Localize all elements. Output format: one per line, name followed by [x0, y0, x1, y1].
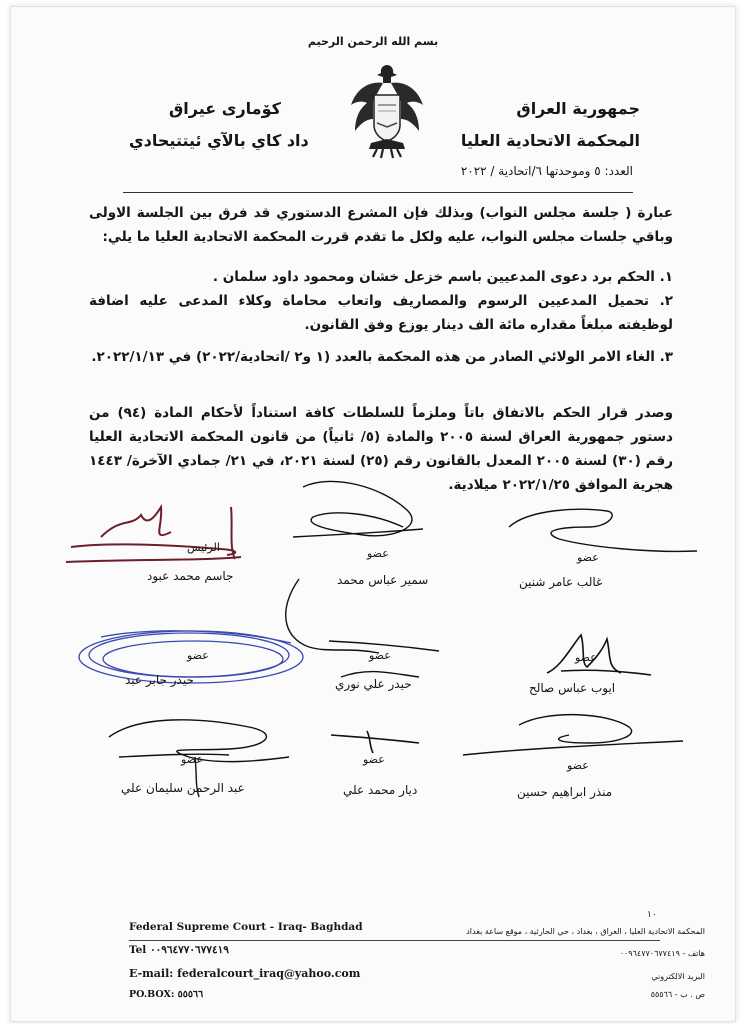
header-republic: جمهورية العراق — [516, 99, 640, 118]
footer-po-box: PO.BOX: ٥٥٥٦٦ — [129, 989, 204, 1000]
basmala: بسم الله الرحمن الرحيم — [307, 35, 439, 48]
header-divider — [123, 192, 633, 193]
member-7-name: عبد الرحمن سليمان علي — [121, 781, 245, 795]
member-7-role: عضو — [181, 753, 203, 766]
signature-member-6 — [541, 627, 661, 687]
member-8-role: عضو — [363, 753, 385, 766]
header-court-name: المحكمة الاتحادية العليا — [460, 131, 640, 150]
ruling-item-2: ٢. تحميل المدعيين الرسوم والمصاريف واتعاب محاماة وكلاء المدعى عليه اضافة لوظيفته مبلغاً مقداره مائة الف دينار يوزع وفق القانون. — [89, 293, 673, 333]
member-5-role: عضو — [369, 649, 391, 662]
page-number: ١٠ — [647, 910, 657, 920]
document-page — [10, 6, 736, 1022]
member-9-name: منذر ابراهيم حسين — [517, 785, 613, 799]
member-6-name: ايوب عباس صالح — [529, 681, 616, 695]
member-3-role: عضو — [577, 551, 599, 564]
document-reference-number: العدد: ٥ وموحدتها ٦/اتحادية / ٢٠٢٢ — [460, 164, 633, 178]
footer-court-name-en: Federal Supreme Court - Iraq- Baghdad — [129, 921, 363, 933]
member-6-role: عضو — [575, 651, 597, 664]
president-role: الرئيس — [187, 541, 220, 554]
decision-paragraph: وصدر قرار الحكم بالاتفاق باتاً وملزماً للسلطات كافة استناداً لأحكام المادة (٩٤) من دستور جمهورية العراق لسنة ٢٠٠٥ والمادة (٥/ ثانياً) من قانون المحكمة الاتحادية العليا رقم (٣٠) لسنة ٢٠٠٥ المعدل بالقانون رقم (٢٥) لسنة ٢٠٢١، في ٢١/ جمادي الآخرة/ ١٤٤٣ هجرية الموافق ٢٠٢٢/١/٢٥ ميلادية. — [89, 405, 673, 493]
eagle-emblem-icon — [347, 61, 427, 161]
header-kurdish-republic: كوٚماری عیراق — [169, 99, 281, 118]
signature-president — [51, 487, 251, 577]
signature-member-5 — [269, 577, 449, 687]
member-4-name: حيدر جابر عبد — [125, 673, 194, 687]
ruling-paragraph: عبارة ( جلسة مجلس النواب) وبذلك فإن المشرع الدستوري قد فرق بين الجلسة الاولى وباقي جلسات مجلس النواب، عليه ولكل ما تقدم قررت المحكمة الاتحادية العليا ما يلي: — [89, 205, 673, 245]
footer-divider — [129, 940, 660, 941]
member-9-role: عضو — [567, 759, 589, 772]
footer-phone-ar: هاتف - ٠٠٩٦٤٧٧٠٦٧٧٤١٩ — [619, 949, 705, 958]
member-2-role: عضو — [367, 547, 389, 560]
signature-member-3 — [499, 497, 709, 567]
member-3-name: غالب عامر شنين — [519, 575, 603, 589]
member-2-name: سمير عباس محمد — [337, 573, 429, 587]
member-5-name: حيدر علي نوري — [335, 677, 412, 691]
member-4-role: عضو — [187, 649, 209, 662]
ruling-item-3: ٣. الغاء الامر الولائي الصادر من هذه المحكمة بالعدد (١ و٢ /اتحادية/٢٠٢٢) في ٢٠٢٢/١/١٣. — [91, 349, 673, 365]
footer-email[interactable]: E-mail: federalcourt_iraq@yahoo.com — [129, 967, 361, 980]
ruling-item-1: ١. الحكم برد دعوى المدعيين باسم خزعل خشان ومحمود داود سلمان . — [212, 269, 673, 285]
member-8-name: ديار محمد علي — [343, 783, 418, 797]
footer-email-label-ar: البريد الالكتروني — [651, 972, 705, 981]
header-kurdish-court: داد كاي بالآي ئيتتيحادي — [129, 131, 309, 150]
signature-member-2 — [293, 477, 433, 567]
footer-pobox-ar: ص . ب - ٥٥٥٦٦ — [650, 990, 705, 999]
footer-address-ar: المحكمة الاتحادية العليا ، العراق ، بغداد ، حي الحارثية ، موقع ساعة بغداد — [466, 927, 705, 936]
president-name: جاسم محمد عبود — [147, 569, 234, 583]
footer-telephone: Tel ٠٠٩٦٤٧٧٠٦٧٧٤١٩ — [129, 944, 229, 956]
